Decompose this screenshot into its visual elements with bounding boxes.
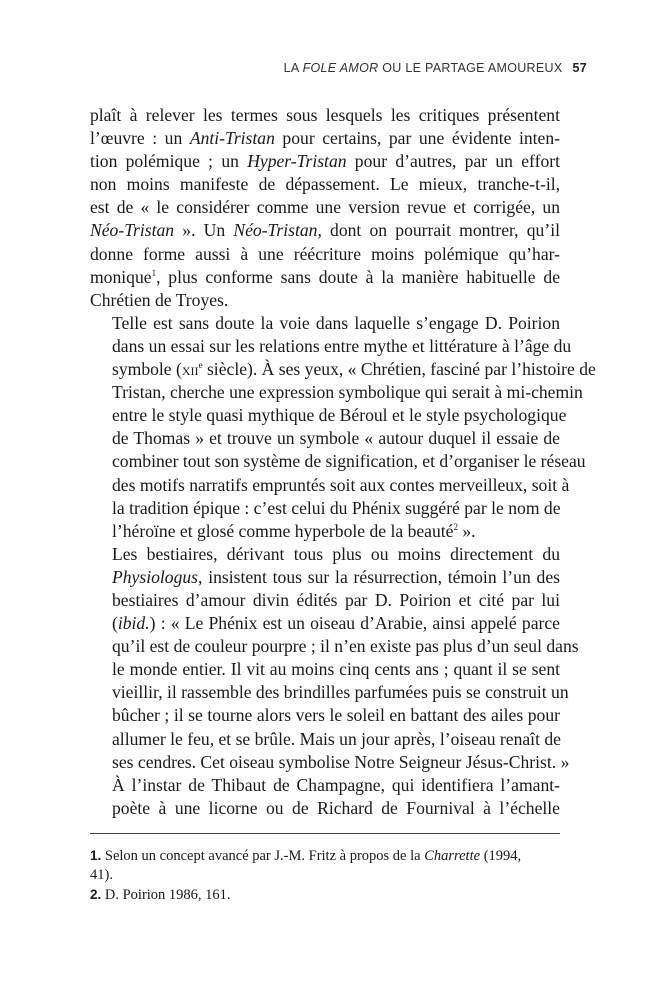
text-line: entre le style quasi mythique de Béroul et le style psychologique <box>112 405 567 426</box>
paragraph <box>90 104 560 312</box>
footnote-divider <box>90 833 560 834</box>
text-line: Physiologus, insistent tous sur la résurrection, témoin l’un des <box>112 566 560 587</box>
main-text <box>90 104 596 820</box>
text-line: Néo-Tristan ». Un Néo-Tristan, dont on pourrait montrer, qu’il <box>90 220 560 241</box>
text-line: le monde entier. Il vit au moins cinq cents ans ; quant il se sent <box>112 659 560 680</box>
text-line: Chrétien de Troyes. <box>90 289 229 310</box>
text-line: des motifs narratifs empruntés soit aux contes merveilleux, soit à <box>112 474 570 495</box>
paragraph <box>90 543 579 774</box>
footnote-ref-1: 1 <box>151 267 157 278</box>
footnote-2: 2. D. Poirion 1986, 161. <box>90 887 231 903</box>
text-line: symbole (xii$^e$ siècle). À ses yeux, « Chrétien, fasciné par l’histoire de <box>112 359 596 380</box>
text-line: donne forme aussi à une réécriture moins polémique qu’har- <box>90 243 560 264</box>
footnotes <box>90 846 560 905</box>
text-line: dans un essai sur les relations entre mythe et littérature à l’âge du <box>112 335 572 356</box>
text-line: plaît à relever les termes sous lesquels les critiques présentent <box>90 105 560 125</box>
text-line: bûcher ; il se tourne alors vers le soleil en battant des ailes pour <box>112 705 560 726</box>
text-line: monique$^1$, plus conforme sans doute à la manière habituelle de <box>90 266 560 287</box>
footnote-1: 1. Selon un concept avancé par J.-M. Fritz à propos de la Charrette (1994, 41). <box>90 848 522 883</box>
footnote-ref-2: 2 <box>453 521 458 532</box>
text-line: poète à une licorne ou de Richard de Fournival à l’échelle <box>112 797 560 818</box>
text-line: non moins manifeste de dépassement. Le mieux, tranche-t-il, <box>90 174 560 195</box>
text-line: qu’il est de couleur pourpre ; il n’en existe pas plus d’un seul dans <box>112 636 579 657</box>
page-number: 57 <box>572 61 587 75</box>
text-line: À l’instar de Thibaut de Champagne, qui identifiera l’amant- <box>112 774 560 795</box>
text-line: la tradition épique : c’est celui du Phénix suggéré par le nom de <box>112 497 561 518</box>
text-line: ses cendres. Cet oiseau symbolise Notre Seigneur Jésus-Christ. » <box>112 751 570 772</box>
text-line: tion polémique ; un Hyper-Tristan pour d’autres, par un effort <box>90 151 560 172</box>
running-header <box>284 61 587 75</box>
text-line: l’héroïne et glosé comme hyperbole de la beauté$^2$ ». <box>112 520 476 541</box>
text-line: Telle est sans doute la voie dans laquelle s’engage D. Poirion <box>112 312 560 333</box>
text-line: Les bestiaires, dérivant tous plus ou moins directement du <box>112 543 560 564</box>
text-line: de Thomas » et trouve un symbole « autour duquel il essaie de <box>112 428 560 449</box>
text-line: bestiaires d’amour divin édités par D. Poirion et cité par lui <box>112 589 560 610</box>
text-line: (ibid.) : « Le Phénix est un oiseau d’Arabie, ainsi appelé parce <box>112 613 560 634</box>
header-title: LA FOLE AMOR OU LE PARTAGE AMOUREUX <box>283 61 563 75</box>
text-line: Tristan, cherche une expression symbolique qui serait à mi-chemin <box>112 382 583 403</box>
text-line: est de « le considérer comme une version revue et corrigée, un <box>90 197 560 218</box>
text-line: allumer le feu, et se brûle. Mais un jour après, l’oiseau renaît de <box>112 728 561 749</box>
text-line: l’œuvre : un Anti-Tristan pour certains, par une évidente inten- <box>90 128 560 149</box>
text-line: combiner tout son système de signification, et d’organiser le réseau <box>112 451 586 472</box>
paragraph <box>90 312 596 543</box>
text-line: vieillir, il rassemble des brindilles parfumées puis se construit un <box>112 682 569 703</box>
paragraph <box>90 774 560 820</box>
